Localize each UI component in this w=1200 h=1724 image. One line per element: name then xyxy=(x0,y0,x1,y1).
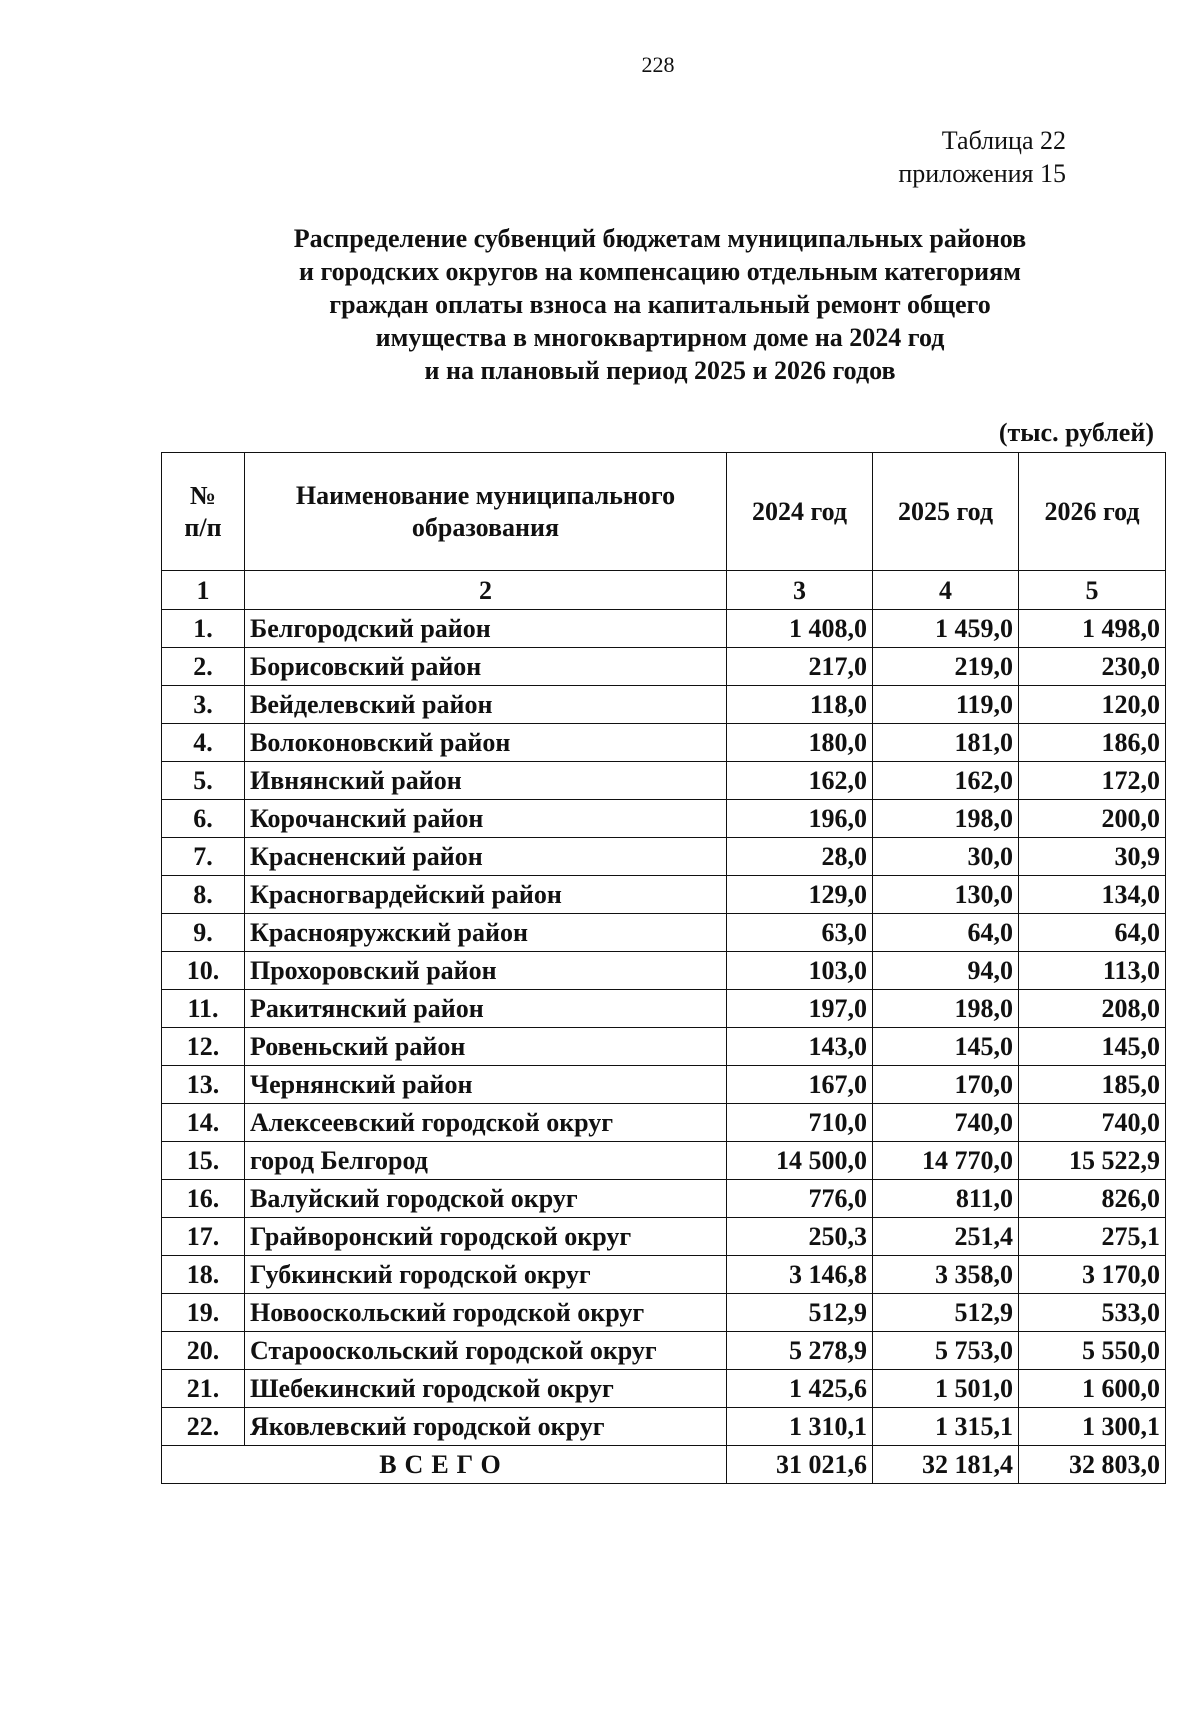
row-number: 14. xyxy=(162,1104,245,1142)
value-2024: 512,9 xyxy=(727,1294,873,1332)
value-2024: 1 425,6 xyxy=(727,1370,873,1408)
value-2025: 94,0 xyxy=(873,952,1019,990)
row-number: 4. xyxy=(162,724,245,762)
table-row xyxy=(162,762,1166,800)
value-2024: 162,0 xyxy=(727,762,873,800)
table-row xyxy=(162,1370,1166,1408)
value-2024: 197,0 xyxy=(727,990,873,1028)
value-2025: 162,0 xyxy=(873,762,1019,800)
table-row xyxy=(162,914,1166,952)
value-2024: 28,0 xyxy=(727,838,873,876)
table-row xyxy=(162,838,1166,876)
value-2026: 30,9 xyxy=(1019,838,1166,876)
row-number: 10. xyxy=(162,952,245,990)
title-line: и на плановый период 2025 и 2026 годов xyxy=(424,356,896,385)
table-row xyxy=(162,1142,1166,1180)
row-number: 21. xyxy=(162,1370,245,1408)
value-2026: 120,0 xyxy=(1019,686,1166,724)
row-number: 22. xyxy=(162,1408,245,1446)
value-2026: 1 600,0 xyxy=(1019,1370,1166,1408)
table-row xyxy=(162,1180,1166,1218)
total-2026: 32 803,0 xyxy=(1019,1446,1166,1484)
subvention-table xyxy=(161,452,1166,1484)
table-row xyxy=(162,876,1166,914)
value-2026: 64,0 xyxy=(1019,914,1166,952)
value-2025: 811,0 xyxy=(873,1180,1019,1218)
value-2024: 250,3 xyxy=(727,1218,873,1256)
table-row xyxy=(162,648,1166,686)
row-number: 12. xyxy=(162,1028,245,1066)
value-2025: 14 770,0 xyxy=(873,1142,1019,1180)
municipality-name: Валуйский городской округ xyxy=(245,1180,727,1218)
value-2025: 198,0 xyxy=(873,800,1019,838)
units-label: (тыс. рублей) xyxy=(998,418,1154,447)
value-2024: 1 310,1 xyxy=(727,1408,873,1446)
municipality-name: Корочанский район xyxy=(245,800,727,838)
value-2026: 230,0 xyxy=(1019,648,1166,686)
value-2026: 134,0 xyxy=(1019,876,1166,914)
title-line: и городских округов на компенсацию отдельным категориям xyxy=(299,257,1021,286)
municipality-name: Шебекинский городской округ xyxy=(245,1370,727,1408)
municipality-name: Красногвардейский район xyxy=(245,876,727,914)
column-number: 1 xyxy=(162,571,245,610)
value-2024: 180,0 xyxy=(727,724,873,762)
value-2025: 1 315,1 xyxy=(873,1408,1019,1446)
title-line: Распределение субвенций бюджетам муниципальных районов xyxy=(293,224,1027,253)
value-2025: 130,0 xyxy=(873,876,1019,914)
column-number: 5 xyxy=(1019,571,1166,610)
value-2024: 710,0 xyxy=(727,1104,873,1142)
value-2025: 145,0 xyxy=(873,1028,1019,1066)
value-2024: 129,0 xyxy=(727,876,873,914)
title-line: имущества в многоквартирном доме на 2024 год xyxy=(375,323,945,352)
value-2025: 219,0 xyxy=(873,648,1019,686)
row-number: 8. xyxy=(162,876,245,914)
value-2026: 275,1 xyxy=(1019,1218,1166,1256)
value-2024: 14 500,0 xyxy=(727,1142,873,1180)
row-number: 3. xyxy=(162,686,245,724)
header-num-line1: № xyxy=(189,480,217,510)
value-2026: 3 170,0 xyxy=(1019,1256,1166,1294)
document-title xyxy=(195,222,1125,387)
header-name-line1: Наименование муниципального xyxy=(295,480,676,510)
value-2025: 3 358,0 xyxy=(873,1256,1019,1294)
value-2025: 5 753,0 xyxy=(873,1332,1019,1370)
value-2024: 63,0 xyxy=(727,914,873,952)
row-number: 18. xyxy=(162,1256,245,1294)
header-num xyxy=(162,453,245,571)
value-2024: 217,0 xyxy=(727,648,873,686)
row-number: 5. xyxy=(162,762,245,800)
value-2024: 103,0 xyxy=(727,952,873,990)
municipality-name: Яковлевский городской округ xyxy=(245,1408,727,1446)
municipality-name: Грайворонский городской округ xyxy=(245,1218,727,1256)
value-2024: 143,0 xyxy=(727,1028,873,1066)
total-2024: 31 021,6 xyxy=(727,1446,873,1484)
column-number: 3 xyxy=(727,571,873,610)
municipality-name: Чернянский район xyxy=(245,1066,727,1104)
header-2025: 2025 год xyxy=(873,453,1019,571)
row-number: 11. xyxy=(162,990,245,1028)
table-row xyxy=(162,1408,1166,1446)
title-line: граждан оплаты взноса на капитальный ремонт общего xyxy=(329,290,991,319)
value-2025: 170,0 xyxy=(873,1066,1019,1104)
value-2024: 167,0 xyxy=(727,1066,873,1104)
table-row xyxy=(162,1066,1166,1104)
value-2024: 3 146,8 xyxy=(727,1256,873,1294)
header-2026: 2026 год xyxy=(1019,453,1166,571)
total-label: ВСЕГО xyxy=(162,1446,727,1484)
value-2026: 533,0 xyxy=(1019,1294,1166,1332)
total-2025: 32 181,4 xyxy=(873,1446,1019,1484)
municipality-name: Волоконовский район xyxy=(245,724,727,762)
header-name xyxy=(245,453,727,571)
header-num-line2: п/п xyxy=(184,512,222,542)
header-2024: 2024 год xyxy=(727,453,873,571)
municipality-name: Ивнянский район xyxy=(245,762,727,800)
table-row xyxy=(162,610,1166,648)
value-2026: 5 550,0 xyxy=(1019,1332,1166,1370)
total-row xyxy=(162,1446,1166,1484)
page-number: 228 xyxy=(641,52,675,77)
column-number: 4 xyxy=(873,571,1019,610)
value-2025: 198,0 xyxy=(873,990,1019,1028)
table-row xyxy=(162,1218,1166,1256)
row-number: 16. xyxy=(162,1180,245,1218)
value-2025: 740,0 xyxy=(873,1104,1019,1142)
table-ref-line2: приложения 15 xyxy=(898,159,1066,188)
value-2025: 181,0 xyxy=(873,724,1019,762)
value-2025: 64,0 xyxy=(873,914,1019,952)
table-reference xyxy=(898,124,1066,190)
row-number: 7. xyxy=(162,838,245,876)
municipality-name: Борисовский район xyxy=(245,648,727,686)
value-2025: 1 459,0 xyxy=(873,610,1019,648)
value-2026: 826,0 xyxy=(1019,1180,1166,1218)
row-number: 13. xyxy=(162,1066,245,1104)
row-number: 6. xyxy=(162,800,245,838)
value-2026: 1 498,0 xyxy=(1019,610,1166,648)
value-2026: 185,0 xyxy=(1019,1066,1166,1104)
table-row xyxy=(162,724,1166,762)
value-2026: 113,0 xyxy=(1019,952,1166,990)
municipality-name: Губкинский городской округ xyxy=(245,1256,727,1294)
municipality-name: Старооскольский городской округ xyxy=(245,1332,727,1370)
value-2025: 512,9 xyxy=(873,1294,1019,1332)
value-2025: 119,0 xyxy=(873,686,1019,724)
row-number: 17. xyxy=(162,1218,245,1256)
value-2026: 186,0 xyxy=(1019,724,1166,762)
value-2025: 30,0 xyxy=(873,838,1019,876)
value-2024: 1 408,0 xyxy=(727,610,873,648)
value-2026: 740,0 xyxy=(1019,1104,1166,1142)
municipality-name: Белгородский район xyxy=(245,610,727,648)
value-2024: 196,0 xyxy=(727,800,873,838)
header-row xyxy=(162,453,1166,571)
table-row xyxy=(162,800,1166,838)
municipality-name: Вейделевский район xyxy=(245,686,727,724)
table-row xyxy=(162,990,1166,1028)
row-number: 19. xyxy=(162,1294,245,1332)
value-2026: 200,0 xyxy=(1019,800,1166,838)
value-2024: 776,0 xyxy=(727,1180,873,1218)
municipality-name: город Белгород xyxy=(245,1142,727,1180)
value-2024: 118,0 xyxy=(727,686,873,724)
row-number: 15. xyxy=(162,1142,245,1180)
table-ref-line1: Таблица 22 xyxy=(941,126,1066,155)
value-2026: 1 300,1 xyxy=(1019,1408,1166,1446)
column-number: 2 xyxy=(245,571,727,610)
value-2026: 172,0 xyxy=(1019,762,1166,800)
municipality-name: Ракитянский район xyxy=(245,990,727,1028)
row-number: 2. xyxy=(162,648,245,686)
value-2026: 145,0 xyxy=(1019,1028,1166,1066)
header-name-line2: образования xyxy=(411,512,560,542)
table-row xyxy=(162,1294,1166,1332)
municipality-name: Прохоровский район xyxy=(245,952,727,990)
table-row xyxy=(162,952,1166,990)
value-2025: 251,4 xyxy=(873,1218,1019,1256)
table-row xyxy=(162,686,1166,724)
table-row xyxy=(162,1256,1166,1294)
municipality-name: Краснояружский район xyxy=(245,914,727,952)
value-2026: 208,0 xyxy=(1019,990,1166,1028)
row-number: 9. xyxy=(162,914,245,952)
value-2025: 1 501,0 xyxy=(873,1370,1019,1408)
row-number: 1. xyxy=(162,610,245,648)
municipality-name: Красненский район xyxy=(245,838,727,876)
table-row xyxy=(162,1028,1166,1066)
municipality-name: Алексеевский городской округ xyxy=(245,1104,727,1142)
value-2026: 15 522,9 xyxy=(1019,1142,1166,1180)
table-row xyxy=(162,1332,1166,1370)
row-number: 20. xyxy=(162,1332,245,1370)
table-row xyxy=(162,1104,1166,1142)
municipality-name: Ровеньский район xyxy=(245,1028,727,1066)
municipality-name: Новооскольский городской округ xyxy=(245,1294,727,1332)
value-2024: 5 278,9 xyxy=(727,1332,873,1370)
column-number-row xyxy=(162,571,1166,610)
